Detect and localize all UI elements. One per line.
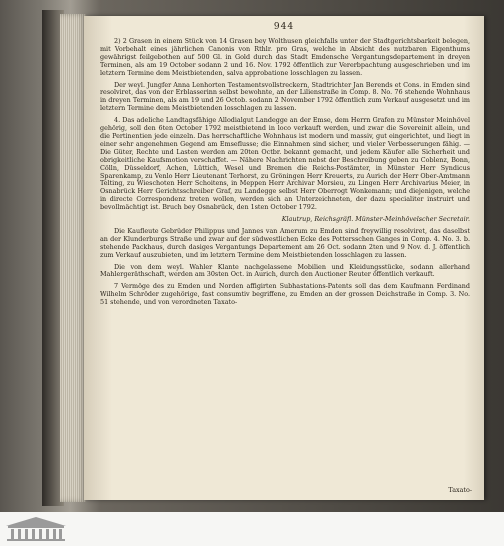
paragraph-4: Die Kaufleute Gebrüder Philippus und Jannes van Amerum zu Emden sind freywillig resolviret, das daselbst an der Klunderburgs Straße und zwar auf der südwestlichen Ecke des Pottersschen Ganges in Comp. 4. No. 3. b. stehende Packhaus, durch dasiges Vergantungs Departement am 26 Oct. sodann 2ten und 9 Nov. d. J. öffentlich zum Verkauf auszubieten, und im letztern Termine dem Meistbietenden losschlagen zu lassen. bbox=[100, 226, 470, 259]
paragraph-6: 7 Vermöge des zu Emden und Norden affigirten Subhastations-Patents soll das dem Kaufmann Ferdinand Wilhelm Schröder zugehörige, fast consumtiv begriffene, zu Emden an der grossen Deichstraße in Comp. 3. No. 51 stehende, und von verordneten Taxato- bbox=[100, 282, 470, 307]
page-number: 944 bbox=[273, 22, 295, 32]
library-footer bbox=[0, 512, 504, 546]
page-text bbox=[100, 38, 470, 311]
paragraph-1: 2) 2 Grasen in einem Stück von 14 Grasen bey Wolthusen gleichfalls unter der Stadtgerichtsbarkeit belegen, mit Vorbehalt eines jährlichen Canonis von Rthlr. pro Gras, welche in Absicht des nutzbaren Eigenthums gewährigst feilgebothen auf 500 Gl. in Gold durch das Stadt Emdensche Vergantungsdepartement in dreyen Terminen, als am 19 October sodann 2 und 16. Nov. 1792 öffentlich zur Vererbpachtung ausgeschrieben und im letztern Termine dem Meistbietenden, salva approbatione losschlagen zu lassen. bbox=[100, 37, 470, 77]
paragraph-3: 4. Das adeliche Landtagsfähige Allodialgut Landegge an der Emse, dem Herrn Grafen zu Münster Meinhövel gehörig, soll den 6ten October 1792 meistbietend in loco verkauft werden, und zwar die Sovereinit allein, und die Pertinentien jede einzeln. Das herrschaftliche Wohnhaus ist modern und massiv, gut eingerichtet, und liegt in einer sehr angenehmen Gegend am Emseflusse; die Einnahmen sind sicher, und vieler Verbesserungen fähig. — Die Güter, Rechte und Lasten werden am 20ten Octbr. bekannt gemacht, und jedem Käufer alle Sicherheit und obrigkeitliche Kaufsmotion verschaffet. — Nähere Nachrichten nebst der Beschreibung geben zu Coblenz, Bonn, Cölln, Düsseldorf, Achen, Lüttich, Wesel und Bremen die Reichs-Postämter, in Münster Herr Syndicus Sparenkamp, zu Venlo Herr Lieutenant Terhorst, zu Gröningen Herr Kreuerts, zu Aurich der Herr Ober-Amtmann Telting, zu Wieschoten Herr Schoitens, in Meppen Herr Archivar Morsieu, zu Lingen Herr Archivarius Meier, in Osnabrück Herr Gerichtsschreiber Graf, zu Landegge selbst Herr Oberrogt Wonkemann; und diejenigen, welche in directe Correspondenz treten wollen, werden sich an Unterzeichneten, der dazu specialiter instruirt und bevollmächtigt ist. Bruch bey Osnabrück, den 1sten October 1792. bbox=[100, 116, 470, 212]
catchword: Taxato- bbox=[448, 486, 472, 494]
paragraph-5: Die von dem weyl. Wahler Klante nachgelassene Mobilien und Kleidungsstücke, sodann allerhand Mahlergeräthschaft, werden am 30sten Oct. in Aurich, durch den Auctioner Reuter öffentlich verkauft. bbox=[100, 262, 470, 279]
page-edges bbox=[60, 14, 86, 502]
book-page bbox=[84, 16, 484, 500]
library-building-icon bbox=[4, 516, 68, 542]
paragraph-2: Der weyl. Jungfer Anna Lenhorten Testamentsvollstreckern, Stadtrichter Jan Berends et Cons. in Emden sind resolviret, das von der Erblasserinn selbst bewohnte, an der Lilienstraße in Comp. 8. No. 76 stehende Wohnhaus in dreyen Terminen, als am 19 und 26 Octob. sodann 2 November 1792 öffentlich zum Verkauf ausgesetzt und im letztern Termine dem Meistbietenden losschlagen zu lassen. bbox=[100, 80, 470, 113]
signature: Klautrup, Reichsgräfl. Münster-Meinhövelscher Secretair. bbox=[281, 215, 470, 224]
